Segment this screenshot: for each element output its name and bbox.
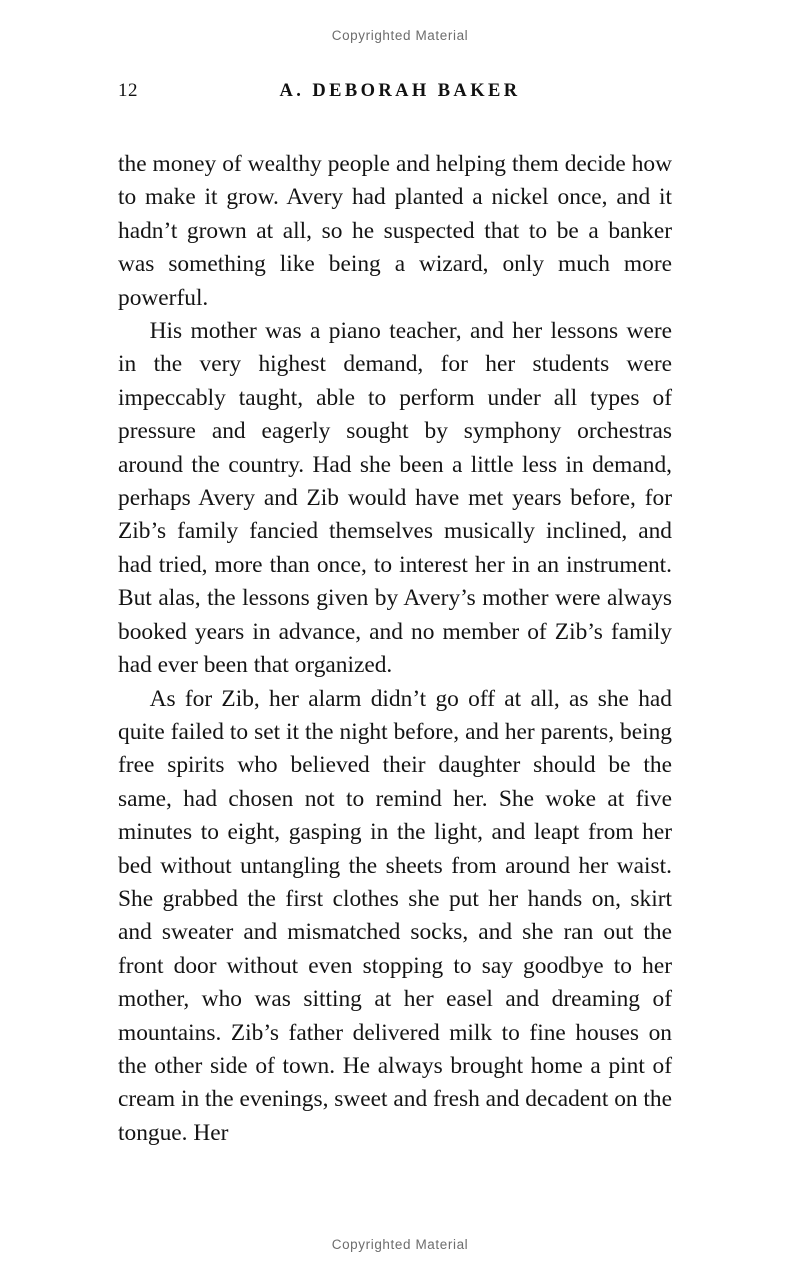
- running-head: [118, 80, 682, 110]
- copyright-watermark-top: Copyrighted Material: [331, 28, 469, 43]
- page-number: 12: [118, 80, 138, 101]
- author-running-title: A. DEBORAH BAKER: [279, 81, 521, 101]
- body-text: [118, 148, 672, 1150]
- copyright-watermark-bottom: Copyrighted Material: [331, 1237, 469, 1252]
- paragraph: the money of wealthy people and helping them decide how to make it grow. Avery had planted a nickel once, and it hadn’t grown at all, so he suspected that to be a banker was something like being a wizard, only much more powerful.: [118, 151, 672, 311]
- paragraph: His mother was a piano teacher, and her lessons were in the very highest demand, for her students were impeccably taught, able to perform under all types of pressure and eagerly sought by symphony orchestras around the country. Had she been a little less in demand, perhaps Avery and Zib would have met years before, for Zib’s family fancied themselves musically inclined, and had tried, more than once, to interest her in an instrument. But alas, the lessons given by Avery’s mother were always booked years in advance, and no member of Zib’s family had ever been that organized.: [118, 318, 672, 679]
- paragraph: As for Zib, her alarm didn’t go off at all, as she had quite failed to set it the night before, and her parents, being free spirits who believed their daughter should be the same, had chosen not to remind her. She woke at five minutes to eight, gasping in the light, and leapt from her bed without untangling the sheets from around her waist. She grabbed the first clothes she put her hands on, skirt and sweater and mismatched socks, and she ran out the front door without even stopping to say goodbye to her mother, who was sitting at her easel and dreaming of mountains. Zib’s father delivered milk to fine houses on the other side of town. He always brought home a pint of cream in the evenings, sweet and fresh and decadent on the tongue. Her: [118, 685, 673, 1146]
